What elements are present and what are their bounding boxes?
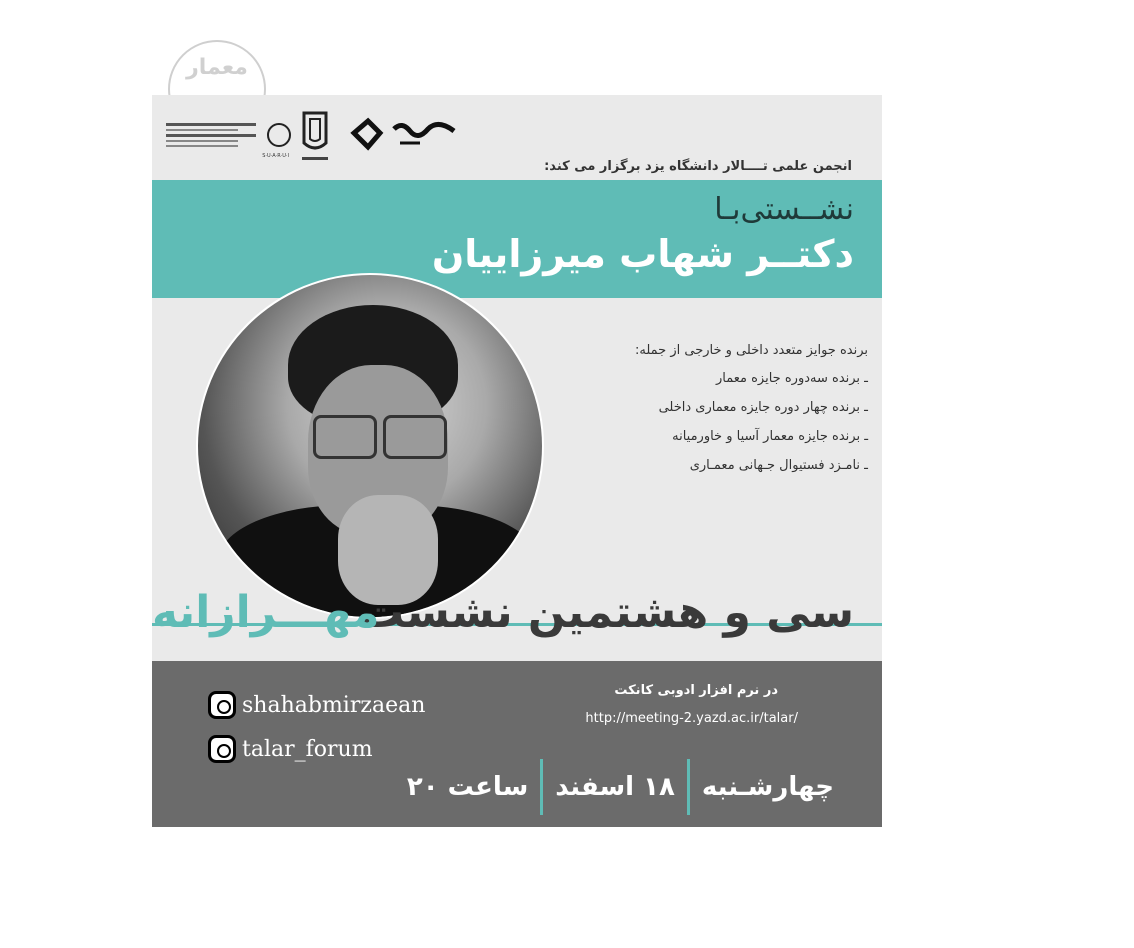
- series-title: [152, 575, 882, 655]
- event-day: چهارشـنبه: [701, 772, 834, 802]
- datetime-divider: [687, 759, 690, 815]
- poster-footer: [152, 661, 882, 827]
- meeting-url[interactable]: http://meeting-2.yazd.ac.ir/talar/: [585, 711, 798, 726]
- organizer-subtitle: انجمن علمی تــــالار دانشگاه یزد برگزار می کند:: [544, 159, 852, 174]
- event-time: ساعت ۲۰: [406, 772, 529, 802]
- instagram-handle: talar_forum: [242, 736, 373, 762]
- award-item: ـ برنده چهار دوره جایزه معماری داخلی: [658, 400, 868, 415]
- award-item: ـ برنده سه‌دوره جایزه معمار: [716, 371, 868, 386]
- series-title-brand: مهـــرازانه: [152, 587, 380, 638]
- series-title-main: سی و هشتمین نشست: [359, 587, 854, 638]
- instagram-link-forum[interactable]: [208, 735, 373, 763]
- instagram-icon: [208, 691, 236, 719]
- awards-list: [538, 343, 868, 487]
- speaker-band: [152, 180, 882, 298]
- union-abbr: S·U·A·R·U·I: [262, 153, 289, 159]
- student-union-logo-text: [166, 121, 256, 150]
- poster-header: [152, 95, 882, 180]
- instagram-icon: [208, 735, 236, 763]
- award-item: ـ برنده جایزه معمار آسیا و خاورمیانه: [672, 429, 868, 444]
- watermark-line-1: معمار: [186, 55, 248, 80]
- awards-intro: برنده جوایز متعدد داخلی و خارجی از جمله:: [635, 343, 868, 358]
- event-date: ۱۸ اسفند: [555, 772, 675, 802]
- instagram-handle: shahabmirzaean: [242, 692, 426, 718]
- yazd-university-logo: [298, 109, 332, 167]
- datetime-divider: [540, 759, 543, 815]
- speaker-portrait: [196, 273, 544, 619]
- platform-label: در نرم افزار ادوبی کانکت: [614, 683, 778, 698]
- instagram-link-speaker[interactable]: [208, 691, 425, 719]
- talk-with-label: نشــستی‌بـا: [714, 192, 854, 227]
- event-poster: [152, 95, 882, 827]
- student-union-logo: [166, 113, 291, 163]
- doorazaneh-logo: [350, 115, 460, 155]
- speaker-name: دکتــر شهاب میرزاییان: [431, 232, 854, 276]
- ring-icon: [267, 123, 291, 147]
- event-datetime: [395, 757, 846, 817]
- award-item: ـ نامـزد فستیوال جـهانی معمـاری: [689, 458, 868, 473]
